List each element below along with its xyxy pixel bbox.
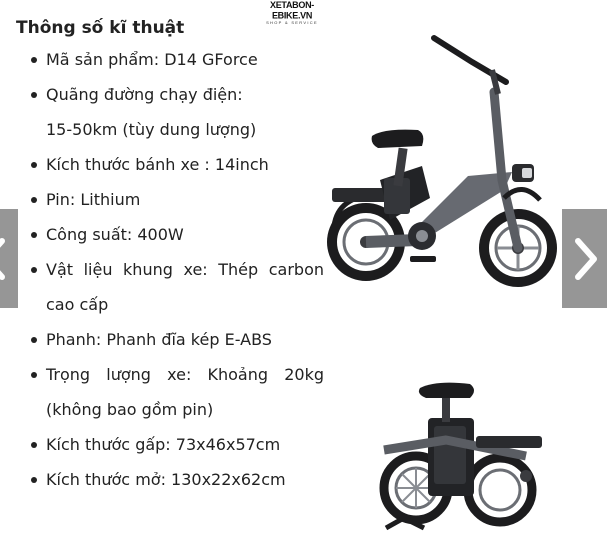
- spec-text-cont: cao cấp: [46, 295, 109, 314]
- carousel-prev-button[interactable]: [0, 209, 18, 308]
- carousel-next-button[interactable]: [562, 209, 607, 308]
- section-title: Thông số kĩ thuật: [16, 18, 185, 38]
- spec-text: Công suất: 400W: [46, 225, 184, 244]
- spec-text: Vật liệu khung xe: Thép carbon: [46, 260, 324, 279]
- spec-text: Phanh: Phanh đĩa kép E-ABS: [46, 330, 272, 349]
- spec-item-power: [28, 217, 324, 252]
- spec-item-range: [28, 77, 324, 147]
- spec-item-frame-material: [28, 252, 324, 322]
- logo-tagline: SHOP & SERVICE: [266, 20, 318, 25]
- spec-text: Trọng lượng xe: Khoảng 20kg: [46, 365, 324, 384]
- spec-text: Kích thước gấp: 73x46x57cm: [46, 435, 281, 454]
- spec-item-battery: [28, 182, 324, 217]
- spec-list: [28, 42, 324, 497]
- chevron-left-icon: [0, 237, 10, 281]
- spec-item-brake: [28, 322, 324, 357]
- bike-unfolded-image: [326, 30, 562, 292]
- spec-text-cont: 15-50km (tùy dung lượng): [46, 120, 257, 139]
- spec-text: Pin: Lithium: [46, 190, 141, 209]
- spec-item-product-code: [28, 42, 324, 77]
- spec-item-unfolded-size: [28, 462, 324, 497]
- spec-item-weight: [28, 357, 324, 427]
- spec-text: Mã sản phẩm: D14 GForce: [46, 50, 258, 69]
- spec-text: Kích thước bánh xe : 14inch: [46, 155, 269, 174]
- spec-item-folded-size: [28, 427, 324, 462]
- chevron-right-icon: [570, 237, 600, 281]
- ebike-unfolded-icon: [332, 38, 552, 282]
- bike-folded-image: [376, 378, 552, 538]
- site-logo: [252, 0, 332, 25]
- spec-text: Quãng đường chạy điện:: [46, 85, 243, 104]
- spec-text: Kích thước mở: 130x22x62cm: [46, 470, 286, 489]
- logo-text: XETABON-EBIKE.VN: [270, 0, 314, 21]
- spec-text-cont: (không bao gồm pin): [46, 400, 214, 419]
- spec-item-wheel-size: [28, 147, 324, 182]
- ebike-folded-icon: [384, 383, 542, 528]
